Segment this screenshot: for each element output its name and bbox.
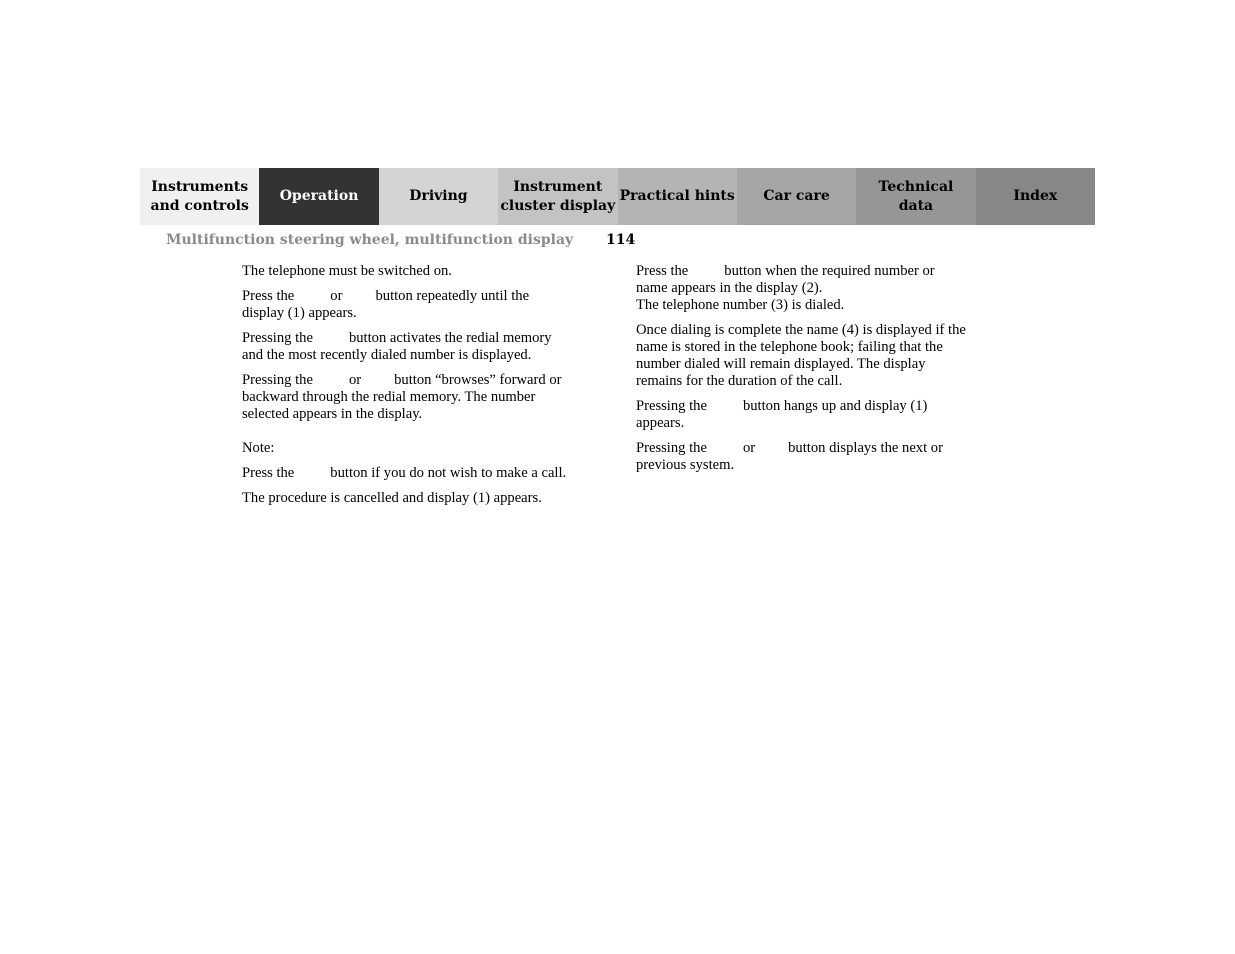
tab-index[interactable]: Index	[976, 168, 1095, 225]
text: and the most recently dialed number is displayed.	[242, 347, 532, 363]
section-title: Multifunction steering wheel, multifunction display	[166, 232, 574, 248]
text: button displays the next or	[788, 440, 943, 456]
text: display (1) appears.	[242, 305, 357, 321]
text: or	[330, 288, 343, 304]
left-column	[242, 263, 612, 515]
text: button repeatedly until the	[375, 288, 530, 304]
text: button when the required number or	[724, 263, 935, 279]
tab-operation[interactable]: Operation	[259, 168, 378, 225]
paragraph	[242, 490, 612, 507]
paragraph	[242, 288, 612, 322]
text: Note:	[242, 440, 275, 456]
text: number dialed will remain displayed. The display	[636, 356, 926, 372]
paragraph	[242, 465, 612, 482]
tab-technical-data[interactable]: Technical data	[856, 168, 975, 225]
paragraph	[636, 322, 1006, 390]
paragraph	[636, 263, 1006, 314]
tab-instruments-and-controls[interactable]: Instruments and controls	[140, 168, 259, 225]
text: button if you do not wish to make a call.	[330, 465, 567, 481]
paragraph	[636, 440, 1006, 474]
text: selected appears in the display.	[242, 406, 423, 422]
text: The telephone number (3) is dialed.	[636, 297, 845, 313]
tab-driving[interactable]: Driving	[379, 168, 498, 225]
text: Pressing the	[636, 440, 707, 456]
note-label	[242, 440, 612, 457]
text: Once dialing is complete the name (4) is displayed if the	[636, 322, 966, 338]
text: The telephone must be switched on.	[242, 263, 452, 279]
paragraph	[242, 330, 612, 364]
right-column	[636, 263, 1006, 482]
text: name is stored in the telephone book; failing that the	[636, 339, 943, 355]
paragraph	[242, 263, 612, 280]
text: or	[742, 440, 756, 456]
text: Pressing the	[242, 330, 313, 346]
text: button hangs up and display (1)	[742, 398, 928, 414]
text: Press the	[636, 263, 689, 279]
text: name appears in the display (2).	[636, 280, 823, 296]
paragraph	[636, 398, 1006, 432]
text: appears.	[636, 415, 685, 431]
paragraph	[242, 372, 612, 423]
tab-practical-hints[interactable]: Practical hints	[618, 168, 737, 225]
text: Pressing the	[636, 398, 707, 414]
text: button activates the redial memory	[348, 330, 552, 346]
text: or	[348, 372, 362, 388]
text: The procedure is cancelled and display (1) appears.	[242, 490, 542, 506]
text: Pressing the	[242, 372, 313, 388]
text: button “browses” forward or	[394, 372, 562, 388]
page-number: 114	[606, 232, 636, 248]
text: remains for the duration of the call.	[636, 373, 843, 389]
text: backward through the redial memory. The number	[242, 389, 536, 405]
text: previous system.	[636, 457, 735, 473]
chapter-tabs	[140, 168, 1095, 225]
tab-car-care[interactable]: Car care	[737, 168, 856, 225]
text: Press the	[242, 465, 295, 481]
text: Press the	[242, 288, 295, 304]
tab-instrument-cluster-display[interactable]: Instrument cluster display	[498, 168, 617, 225]
